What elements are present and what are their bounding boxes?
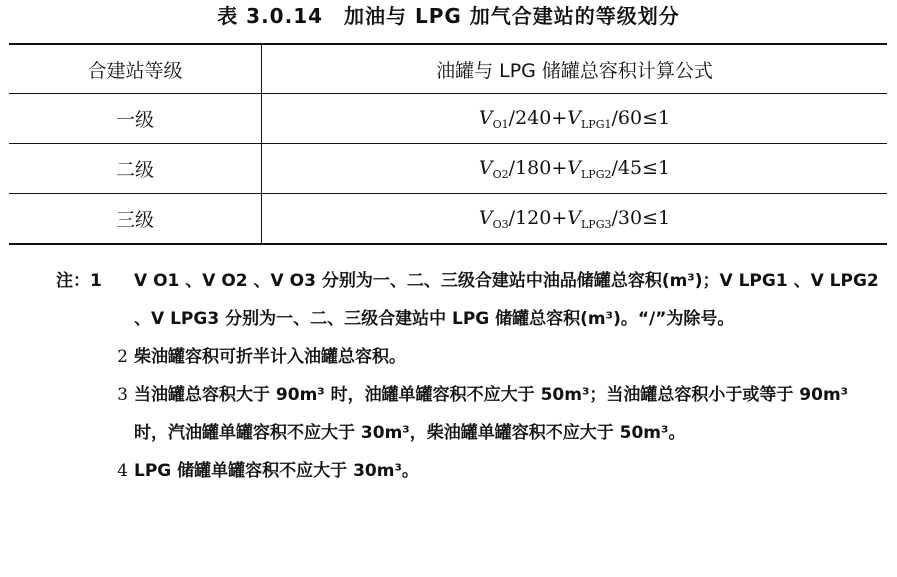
formula-subscript: O1 bbox=[492, 117, 509, 131]
formula-var: V bbox=[478, 106, 493, 129]
formula-text: /30≤1 bbox=[611, 206, 671, 229]
formula-subscript: LPG3 bbox=[581, 217, 612, 231]
formula-var: V bbox=[567, 106, 581, 129]
formula-text: /120+ bbox=[508, 206, 568, 229]
formula-text: /45≤1 bbox=[611, 156, 671, 179]
table-title: 表 3.0.14 加油与 LPG 加气合建站的等级划分 bbox=[217, 4, 680, 28]
table-header-row bbox=[9, 44, 887, 94]
note-item bbox=[56, 376, 886, 452]
note-text: 柴油罐容积可折半计入油罐总容积。 bbox=[134, 347, 406, 367]
grade-cell: 三级 bbox=[9, 194, 262, 245]
formula-text: /60≤1 bbox=[611, 106, 671, 129]
note-number: 3 bbox=[117, 385, 128, 405]
formula-cell bbox=[262, 194, 888, 245]
note-text: 当油罐总容积大于 90m³ 时，油罐单罐容积不应大于 50m³；当油罐总容积小于或等于 90m³ 时，汽油罐单罐容积不应大于 30m³，柴油罐单罐容积不应大于 50m³。 bbox=[134, 385, 849, 443]
formula-cell bbox=[262, 144, 888, 194]
table-row bbox=[9, 144, 887, 194]
formula-subscript: LPG2 bbox=[581, 167, 612, 181]
header-formula: 油罐与 LPG 储罐总容积计算公式 bbox=[262, 44, 888, 94]
note-text: LPG 储罐单罐容积不应大于 30m³。 bbox=[134, 461, 419, 481]
note-number: 2 bbox=[117, 347, 128, 367]
table-notes bbox=[56, 262, 886, 490]
table-row bbox=[9, 194, 887, 245]
note-item bbox=[56, 338, 886, 376]
note-item bbox=[56, 262, 886, 338]
note-item bbox=[56, 452, 886, 490]
formula-text: /240+ bbox=[508, 106, 568, 129]
header-grade: 合建站等级 bbox=[9, 44, 262, 94]
table-row bbox=[9, 94, 887, 144]
formula-subscript: LPG1 bbox=[581, 117, 612, 131]
formula-subscript: O2 bbox=[492, 167, 509, 181]
note-text: V O1 、V O2 、V O3 分别为一、二、三级合建站中油品储罐总容积(m³)；V LPG1 、V LPG2 、V LPG3 分别为一、二、三级合建站中 LPG 储罐总容积(m³)。“/”为除号。 bbox=[134, 271, 879, 329]
grade-cell: 一级 bbox=[9, 94, 262, 144]
formula-var: V bbox=[567, 206, 581, 229]
formula-cell bbox=[262, 94, 888, 144]
formula-subscript: O3 bbox=[492, 217, 509, 231]
formula-text: /180+ bbox=[508, 156, 568, 179]
note-number: 注：1 bbox=[56, 271, 102, 291]
formula-var: V bbox=[478, 156, 493, 179]
grade-cell: 二级 bbox=[9, 144, 262, 194]
note-number: 4 bbox=[117, 461, 128, 481]
formula-var: V bbox=[478, 206, 493, 229]
formula-var: V bbox=[567, 156, 581, 179]
grade-table bbox=[9, 43, 887, 245]
